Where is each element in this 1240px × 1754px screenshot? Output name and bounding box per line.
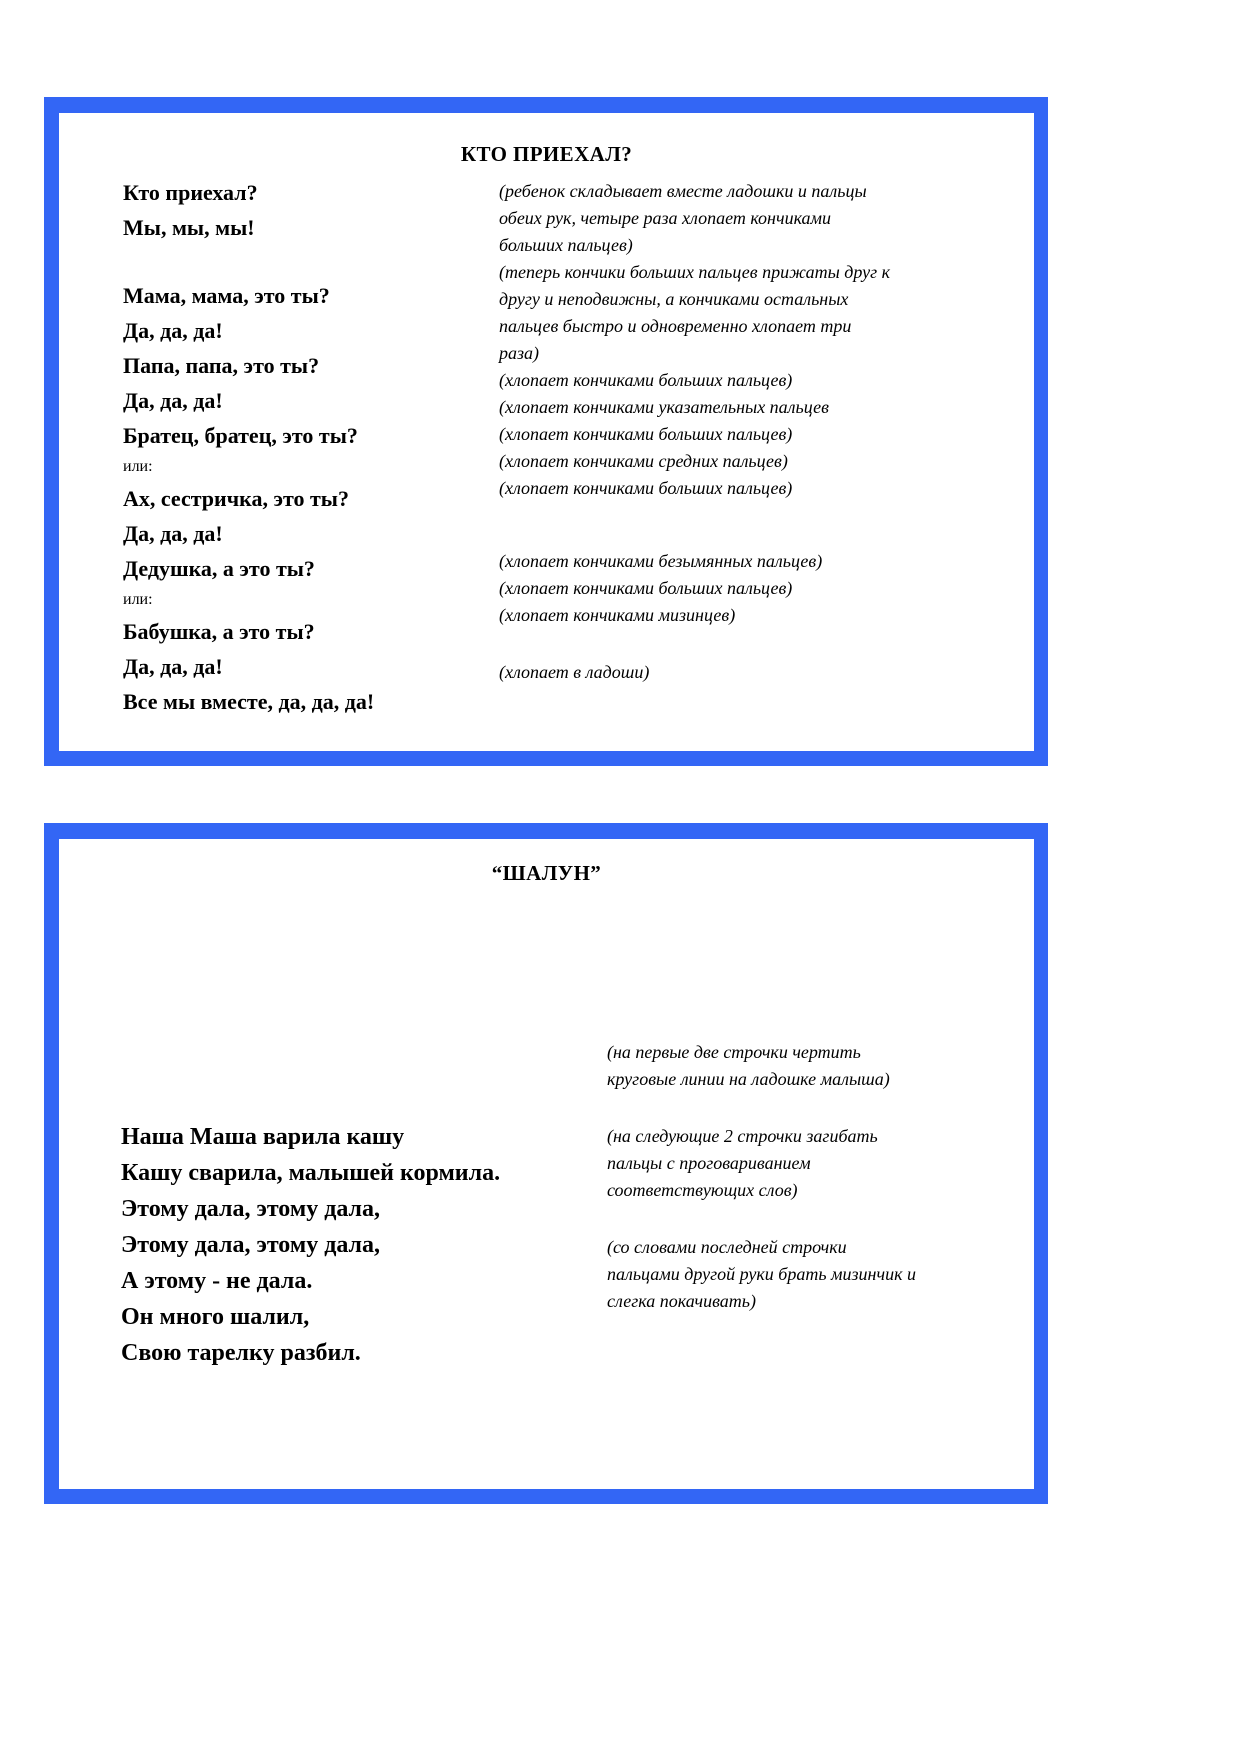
card-who-came-title: КТО ПРИЕХАЛ? (460, 142, 633, 166)
note-line: другу и неподвижны, а кончиками остальных (499, 289, 849, 309)
note-line: (со словами последней строчки (607, 1237, 847, 1257)
note-line: (хлопает кончиками указательных пальцев (499, 397, 829, 417)
verse-line: Наша Маша варила кашу (121, 1124, 405, 1150)
note-line: (теперь кончики больших пальцев прижаты друг к (499, 262, 891, 282)
verse-line-alternative: или: (123, 591, 153, 608)
verse-line: Мы, мы, мы! (123, 215, 255, 240)
verse-line: Да, да, да! (123, 654, 223, 679)
note-line: (хлопает кончиками больших пальцев) (499, 478, 793, 498)
who-came-verse-column (123, 175, 523, 719)
note-line: обеих рук, четыре раза хлопает кончиками (499, 208, 832, 228)
note-line: (хлопает кончиками больших пальцев) (499, 578, 793, 598)
note-group-third (607, 1234, 1027, 1315)
note-line: (хлопает кончиками больших пальцев) (499, 424, 793, 444)
note-spacer (607, 1093, 1027, 1123)
note-line: (хлопает кончиками средних пальцев) (499, 451, 788, 471)
note-line: (на следующие 2 строчки загибать (607, 1126, 878, 1146)
verse-line: Кто приехал? (123, 180, 258, 205)
note-line: пальцев быстро и одновременно хлопает три (499, 316, 852, 336)
verse-line: Все мы вместе, да, да, да! (123, 689, 375, 714)
verse-line: Этому дала, этому дала, (121, 1196, 381, 1222)
card-shalun-inner (59, 839, 1034, 1489)
verse-line: Да, да, да! (123, 388, 223, 413)
verse-line: А этому - не дала. (121, 1268, 313, 1294)
verse-spacer (123, 245, 523, 278)
note-group-first (607, 1039, 1027, 1093)
note-spacer (499, 629, 999, 659)
note-line: больших пальцев) (499, 235, 633, 255)
shalun-notes-column (607, 1039, 1027, 1315)
verse-line: Ах, сестричка, это ты? (123, 486, 349, 511)
note-line: слегка покачивать) (607, 1291, 756, 1311)
note-line: круговые линии на ладошке малыша) (607, 1069, 890, 1089)
note-line: (ребенок складывает вместе ладошки и пальцы (499, 181, 867, 201)
verse-line: Папа, папа, это ты? (123, 353, 320, 378)
note-line: (хлопает кончиками безымянных пальцев) (499, 551, 823, 571)
shalun-verse-column (121, 1119, 641, 1371)
note-line: раза) (499, 343, 540, 363)
card-shalun-title: “ШАЛУН” (491, 861, 602, 885)
verse-line: Кашу сварила, малышей кормила. (121, 1160, 501, 1186)
note-line: (на первые две строчки чертить (607, 1042, 861, 1062)
verse-line: Этому дала, этому дала, (121, 1232, 381, 1258)
who-came-notes-column (499, 178, 999, 686)
note-line: пальцами другой руки брать мизинчик и (607, 1264, 916, 1284)
note-line: (хлопает кончиками больших пальцев) (499, 370, 793, 390)
verse-line: Мама, мама, это ты? (123, 283, 330, 308)
note-line: (хлопает кончиками мизинцев) (499, 605, 736, 625)
card-who-came-inner (59, 113, 1034, 751)
verse-line: Братец, братец, это ты? (123, 423, 358, 448)
note-spacer (499, 502, 999, 548)
verse-line: Да, да, да! (123, 318, 223, 343)
verse-line-alternative: или: (123, 458, 153, 475)
note-line: (хлопает в ладоши) (499, 662, 650, 682)
card-who-came (44, 97, 1048, 766)
verse-line: Бабушка, а это ты? (123, 619, 315, 644)
verse-line: Да, да, да! (123, 521, 223, 546)
verse-line: Дедушка, а это ты? (123, 556, 315, 581)
note-group-second (607, 1123, 1027, 1204)
note-line: пальцы с проговариванием (607, 1153, 811, 1173)
note-line: соответствующих слов) (607, 1180, 798, 1200)
verse-line: Свою тарелку разбил. (121, 1340, 361, 1366)
verse-line: Он много шалил, (121, 1304, 310, 1330)
card-shalun (44, 823, 1048, 1504)
note-spacer (607, 1204, 1027, 1234)
